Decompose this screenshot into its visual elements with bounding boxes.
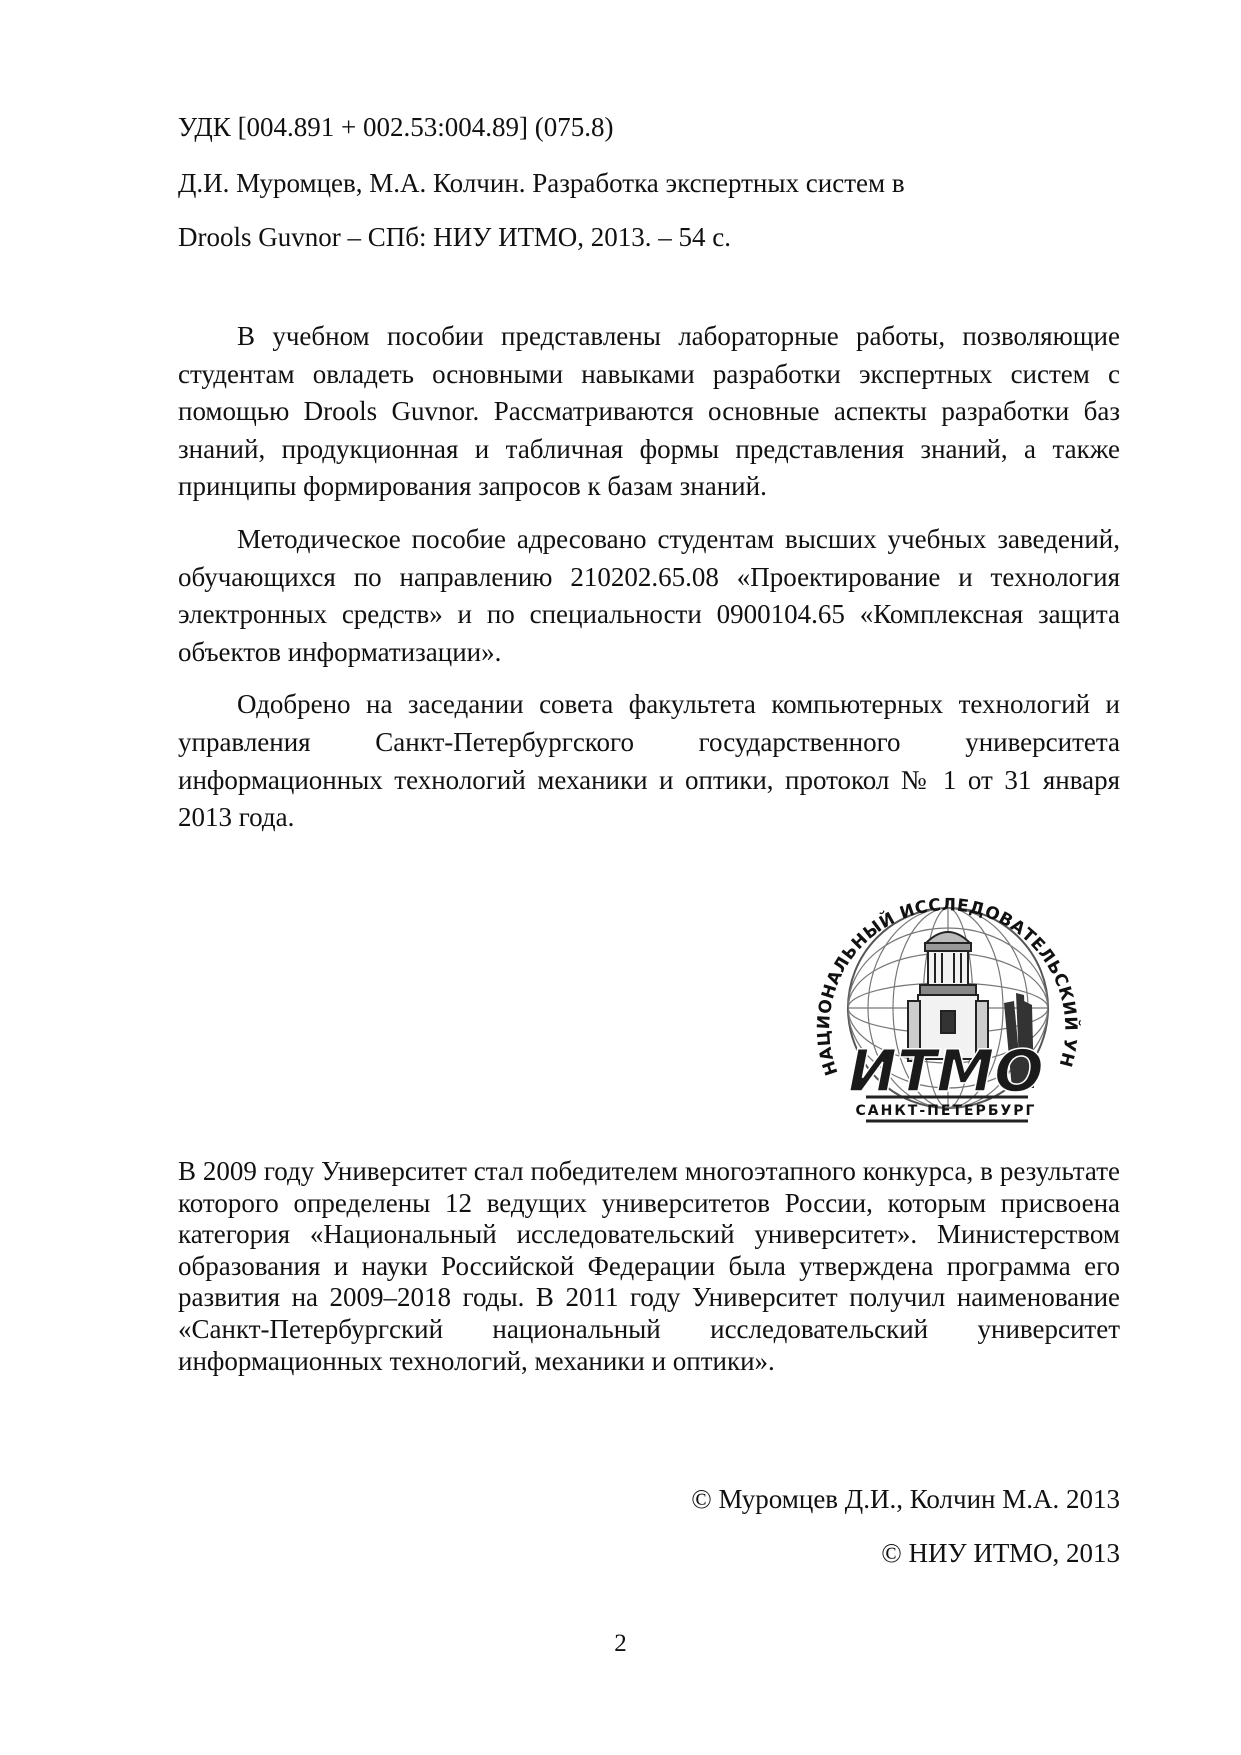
copyright-authors: © Муромцев Д.И., Колчин М.А. 2013: [691, 1484, 1120, 1514]
logo-city: САНКТ-ПЕТЕРБУРГ: [855, 1103, 1037, 1119]
university-info: В 2009 году Университет стал победителем многоэтапного конкурса, в результате которого определены 12 ведущих университетов России, которым присвоена категория «Национальный исследовательский университет». Министерством образования и науки Российской Федерации была утверждена программа его развития на 2009–2018 годы. В 2011 году Университет получил наименование «Санкт-Петербургский национальный исследовательский университет информационных технологий, механики и оптики».: [178, 1156, 1120, 1376]
citation-line-1: Д.И. Муромцев, М.А. Колчин. Разработка экспертных систем в: [178, 168, 905, 198]
udk-line: УДК [004.891 + 002.53:004.89] (075.8): [178, 112, 614, 142]
abstract-block: [178, 318, 1120, 852]
page-number: 2: [614, 1630, 627, 1657]
abstract-paragraph-1: В учебном пособии представлены лабораторные работы, позволяющие студентам овладеть основными навыками разработки экспертных систем с помощью Drools Guvnor. Рассматриваются основные аспекты разработки баз знаний, продукционная и табличная формы представления знаний, а также принципы формирования запросов к базам знаний.: [178, 321, 1120, 502]
logo-arc-text: НАЦИОНАЛЬНЫЙ ИССЛЕДОВАТЕЛЬСКИЙ УН: [813, 895, 1081, 1078]
copyright-institution: © НИУ ИТМО, 2013: [881, 1538, 1120, 1568]
citation-line-2: Drools Guvnor – СПб: НИУ ИТМО, 2013. – 54 с.: [178, 222, 731, 252]
itmo-logo-graphic: [808, 883, 1088, 1128]
abstract-paragraph-3: Одобрено на заседании совета факультета компьютерных технологий и управления Санкт-Петербургского государственного университета информационных технологий механики и оптики, протокол № 1 от 31 января 2013 года.: [178, 689, 1120, 833]
logo-wordmark: ИТМО: [848, 1037, 1044, 1105]
abstract-paragraph-2: Методическое пособие адресовано студентам высших учебных заведений, обучающихся по направлению 210202.65.08 «Проектирование и технология электронных средств» и по специальности 0900104.65 «Комплексная защита объектов информатизации».: [178, 523, 1120, 667]
itmo-logo: [808, 883, 1088, 1128]
